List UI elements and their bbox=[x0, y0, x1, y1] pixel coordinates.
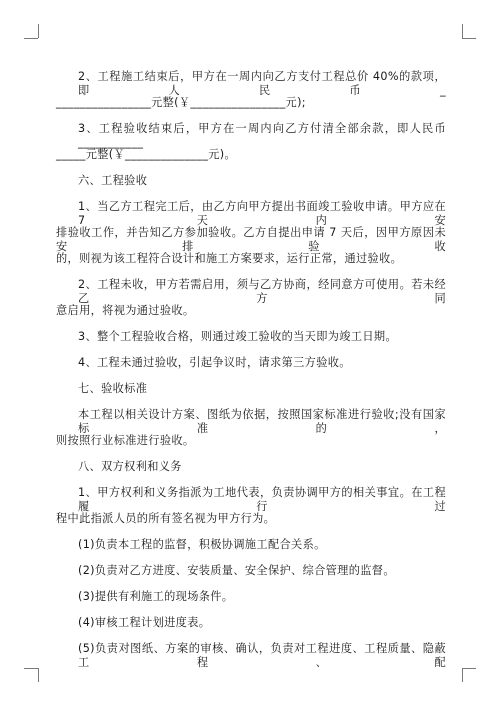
paragraph-line: 3、工程验收结束后，甲方在一周内向乙方付清全部余款，即人民币___________ bbox=[78, 122, 446, 149]
section-heading: 八、双方权利和义务 bbox=[78, 460, 182, 473]
crop-mark-top-left-v bbox=[38, 24, 39, 38]
crop-mark-bottom-right-h bbox=[462, 668, 476, 669]
paragraph-line: 程中此指派人员的所有签名视为甲方行为。 bbox=[56, 512, 276, 525]
list-item: (5)负责对图纸、方案的审核、确认，负责对工程进度、工程质量、隐蔽工程、配 bbox=[78, 642, 446, 669]
crop-mark-top-right-h bbox=[462, 38, 476, 39]
paragraph-line: 本工程以相关设计方案、图纸为依据，按照国家标准进行验收;没有国家标准的， bbox=[78, 408, 446, 435]
list-item: (2)负责对乙方进度、安装质量、安全保护、综合管理的监督。 bbox=[78, 564, 395, 577]
section-heading: 六、工程验收 bbox=[78, 174, 148, 187]
paragraph-line: 的，则视为该工程符合设计和施工方案要求，运行正常，通过验收。 bbox=[56, 252, 403, 265]
crop-mark-bottom-right-v bbox=[462, 668, 463, 682]
paragraph-line: 则按照行业标准进行验收。 bbox=[56, 434, 195, 447]
section-heading: 七、验收标准 bbox=[78, 382, 148, 395]
crop-mark-bottom-left-h bbox=[24, 668, 38, 669]
paragraph-line: 4、工程未通过验收，引起争议时，请求第三方验收。 bbox=[78, 356, 351, 369]
list-item: (3)提供有利施工的现场条件。 bbox=[78, 590, 234, 603]
paragraph-line: 1、当乙方工程完工后，由乙方向甲方提出书面竣工验收申请。甲方应在 7 天内安 bbox=[78, 200, 446, 227]
paragraph-line: 2、工程未收，甲方若需启用，须与乙方协商，经同意方可使用。若未经乙方同 bbox=[78, 278, 446, 305]
list-item: (4)审核工程计划进度表。 bbox=[78, 616, 211, 629]
paragraph-line: 1、甲方权利和义务指派为工地代表，负责协调甲方的相关事宜。在工程履行过 bbox=[78, 486, 446, 513]
paragraph-line: 意启用，将视为通过验收。 bbox=[56, 304, 195, 317]
crop-mark-top-left-h bbox=[24, 38, 38, 39]
crop-mark-top-right-v bbox=[462, 24, 463, 38]
crop-mark-bottom-left-v bbox=[38, 668, 39, 682]
paragraph-line: 排验收工作，并告知乙方参加验收。乙方自提出申请 7 天后，因甲方原因未安排验收 bbox=[56, 226, 446, 253]
list-item: (1)负责本工程的监督，积极协调施工配合关系。 bbox=[78, 538, 326, 551]
paragraph-line: _____元整(￥______________元)。 bbox=[56, 148, 237, 161]
paragraph-line: 2、工程施工结束后，甲方在一周内向乙方支付工程总价 40%的款项，即人民币_ bbox=[78, 70, 446, 97]
paragraph-line: 3、整个工程验收合格，则通过竣工验收的当天即为竣工日期。 bbox=[78, 330, 397, 343]
paragraph-line: ________________元整(￥________________元); bbox=[56, 96, 306, 109]
